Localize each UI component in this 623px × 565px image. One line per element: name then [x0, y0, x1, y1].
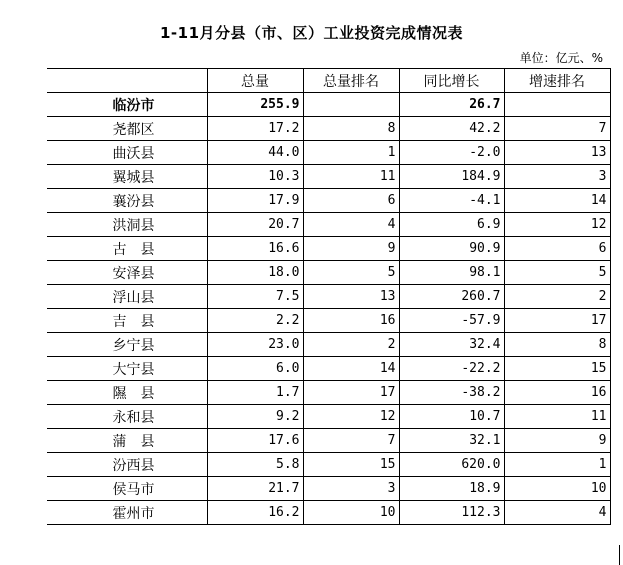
table-row [47, 261, 610, 285]
table-row [47, 357, 610, 381]
header-amount-rank: 总量排名 [303, 69, 399, 93]
growth-cell: -57.9 [399, 309, 504, 333]
region-name: 洪洞县 [47, 213, 207, 237]
growth-rank-cell: 16 [504, 381, 610, 405]
unit-note: 单位：亿元、% [519, 51, 603, 65]
table-row [47, 381, 610, 405]
total-row [47, 93, 610, 117]
amount-cell: 17.2 [207, 117, 303, 141]
growth-cell: 98.1 [399, 261, 504, 285]
growth-rank-cell: 8 [504, 333, 610, 357]
page-edge-rule [619, 545, 620, 565]
amount-cell: 17.6 [207, 429, 303, 453]
region-name: 隰 县 [47, 381, 207, 405]
growth-rank-cell: 12 [504, 213, 610, 237]
region-name: 翼城县 [47, 165, 207, 189]
growth-rank-cell: 6 [504, 237, 610, 261]
amount-rank-cell: 3 [303, 477, 399, 501]
growth-rank-cell: 10 [504, 477, 610, 501]
growth-cell: -2.0 [399, 141, 504, 165]
growth-rank-cell: 7 [504, 117, 610, 141]
amount-cell: 255.9 [207, 93, 303, 117]
amount-rank-cell [303, 93, 399, 117]
amount-rank-cell: 5 [303, 261, 399, 285]
growth-rank-cell: 3 [504, 165, 610, 189]
table-row [47, 333, 610, 357]
amount-cell: 23.0 [207, 333, 303, 357]
growth-cell: 6.9 [399, 213, 504, 237]
amount-rank-cell: 16 [303, 309, 399, 333]
investment-table [47, 68, 611, 525]
region-name: 乡宁县 [47, 333, 207, 357]
table-row [47, 405, 610, 429]
amount-rank-cell: 4 [303, 213, 399, 237]
table-row [47, 429, 610, 453]
table-title: 1-11月分县（市、区）工业投资完成情况表 [159, 24, 464, 42]
amount-rank-cell: 15 [303, 453, 399, 477]
growth-rank-cell: 1 [504, 453, 610, 477]
region-name: 吉 县 [47, 309, 207, 333]
growth-rank-cell [504, 93, 610, 117]
amount-cell: 5.8 [207, 453, 303, 477]
header-growth: 同比增长 [399, 69, 504, 93]
amount-rank-cell: 11 [303, 165, 399, 189]
growth-cell: 90.9 [399, 237, 504, 261]
growth-cell: -38.2 [399, 381, 504, 405]
growth-cell: -22.2 [399, 357, 504, 381]
growth-cell: 620.0 [399, 453, 504, 477]
amount-cell: 16.6 [207, 237, 303, 261]
header-amount: 总量 [207, 69, 303, 93]
growth-rank-cell: 13 [504, 141, 610, 165]
amount-rank-cell: 9 [303, 237, 399, 261]
amount-cell: 7.5 [207, 285, 303, 309]
amount-rank-cell: 13 [303, 285, 399, 309]
region-name: 曲沃县 [47, 141, 207, 165]
region-name: 侯马市 [47, 477, 207, 501]
table-row [47, 165, 610, 189]
table-row [47, 213, 610, 237]
amount-cell: 1.7 [207, 381, 303, 405]
amount-cell: 44.0 [207, 141, 303, 165]
growth-rank-cell: 5 [504, 261, 610, 285]
region-name: 临汾市 [47, 93, 207, 117]
growth-rank-cell: 15 [504, 357, 610, 381]
header-growth-rank: 增速排名 [504, 69, 610, 93]
amount-rank-cell: 17 [303, 381, 399, 405]
region-name: 霍州市 [47, 501, 207, 525]
region-name: 安泽县 [47, 261, 207, 285]
table-row [47, 453, 610, 477]
amount-cell: 2.2 [207, 309, 303, 333]
region-name: 浮山县 [47, 285, 207, 309]
amount-rank-cell: 1 [303, 141, 399, 165]
table-row [47, 117, 610, 141]
growth-cell: 18.9 [399, 477, 504, 501]
amount-rank-cell: 12 [303, 405, 399, 429]
amount-rank-cell: 10 [303, 501, 399, 525]
amount-rank-cell: 6 [303, 189, 399, 213]
table-row [47, 477, 610, 501]
table-row [47, 309, 610, 333]
growth-cell: 42.2 [399, 117, 504, 141]
growth-rank-cell: 11 [504, 405, 610, 429]
amount-rank-cell: 2 [303, 333, 399, 357]
growth-rank-cell: 2 [504, 285, 610, 309]
table-row [47, 237, 610, 261]
header-region [47, 69, 207, 93]
growth-rank-cell: 4 [504, 501, 610, 525]
growth-cell: 112.3 [399, 501, 504, 525]
amount-cell: 9.2 [207, 405, 303, 429]
region-name: 永和县 [47, 405, 207, 429]
amount-rank-cell: 8 [303, 117, 399, 141]
region-name: 古 县 [47, 237, 207, 261]
region-name: 尧都区 [47, 117, 207, 141]
growth-cell: 184.9 [399, 165, 504, 189]
header-row [47, 69, 610, 93]
growth-rank-cell: 14 [504, 189, 610, 213]
amount-rank-cell: 7 [303, 429, 399, 453]
region-name: 襄汾县 [47, 189, 207, 213]
amount-rank-cell: 14 [303, 357, 399, 381]
amount-cell: 6.0 [207, 357, 303, 381]
growth-cell: 26.7 [399, 93, 504, 117]
growth-rank-cell: 17 [504, 309, 610, 333]
table-row [47, 501, 610, 525]
region-name: 蒲 县 [47, 429, 207, 453]
growth-rank-cell: 9 [504, 429, 610, 453]
amount-cell: 20.7 [207, 213, 303, 237]
region-name: 汾西县 [47, 453, 207, 477]
table-row [47, 285, 610, 309]
table-row [47, 141, 610, 165]
growth-cell: -4.1 [399, 189, 504, 213]
amount-cell: 17.9 [207, 189, 303, 213]
table-row [47, 189, 610, 213]
growth-cell: 260.7 [399, 285, 504, 309]
growth-cell: 32.1 [399, 429, 504, 453]
region-name: 大宁县 [47, 357, 207, 381]
amount-cell: 16.2 [207, 501, 303, 525]
amount-cell: 21.7 [207, 477, 303, 501]
amount-cell: 18.0 [207, 261, 303, 285]
amount-cell: 10.3 [207, 165, 303, 189]
growth-cell: 32.4 [399, 333, 504, 357]
growth-cell: 10.7 [399, 405, 504, 429]
